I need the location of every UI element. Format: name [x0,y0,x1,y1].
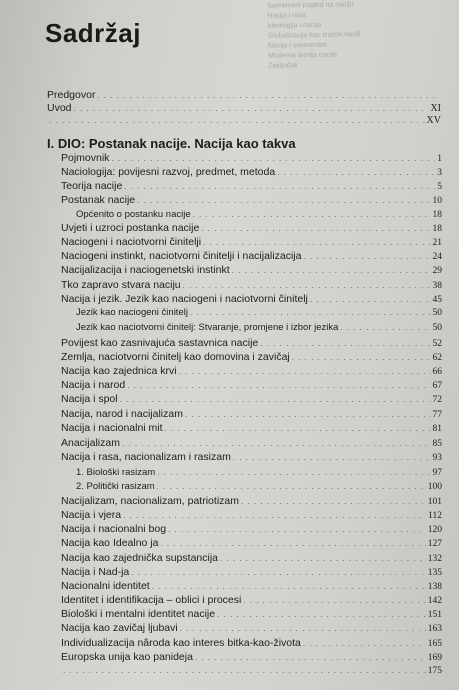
toc-page-number: 10 [432,196,442,206]
toc-entry [61,292,442,306]
toc-label: Naciologija: povijesni razvoj, predmet, metoda [61,166,276,178]
toc-label: Nacija i nacionalni mit [61,422,163,434]
toc-label: Predgovor [47,89,96,101]
toc-label: Nacijalizacija i naciogenetski instinkt [61,264,230,276]
toc-entry [61,607,442,621]
toc-page-number: 52 [432,339,442,349]
toc-label: 1. Biološki rasizam [76,467,156,478]
toc-entry [61,494,442,508]
bleed-line: Globalizacija kao izazov naciji [267,31,361,40]
dot-leader [63,664,426,678]
toc-entry [61,508,442,522]
toc-page-number: 93 [432,453,442,463]
toc-label: Jezik kao naciogeni činitelj [76,307,188,318]
toc-page-number: 135 [427,568,442,578]
toc-page-number: 77 [432,410,442,420]
toc-page-number: 67 [432,381,442,391]
dot-leader [232,264,431,278]
toc-entry [61,436,442,450]
toc-page-number: 62 [432,353,442,363]
toc-page-number: 169 [427,653,442,663]
toc-page-number: 24 [432,252,442,262]
bleed-line: Zaključak [268,62,298,70]
toc-part-heading [47,136,442,152]
dot-leader [217,608,426,622]
dot-leader [137,194,430,208]
dot-leader [193,208,431,222]
toc-page-number: 175 [427,666,442,676]
toc-entry [47,114,441,128]
dot-leader [168,523,426,537]
toc-label: Biološki i mentalni identitet nacije [61,608,216,620]
toc-page-number: 142 [427,596,442,606]
dot-leader [201,222,430,236]
toc-entry [61,636,442,650]
bleed-through-text [267,0,459,102]
toc-page-number: 29 [432,266,442,276]
toc-label: Individualizacija nâroda kao interes bitka-kao-života [61,637,301,649]
toc-page-number: 72 [432,395,442,405]
bleed-line: Nacija i rasa [267,11,306,20]
toc-entry [47,101,441,115]
toc-label: Nacija i nacionalni bog [61,523,167,535]
toc-label: Jezik kao naciotvorni činitelj: Stvaranje, promjene i izbor jezika [76,322,339,333]
toc-page-number: 38 [432,281,442,291]
toc-page-number: 100 [427,482,442,492]
dot-leader [277,166,435,180]
dot-leader [185,408,431,422]
toc-page-number: 132 [427,554,442,564]
toc-label: Nacija i spol [61,393,118,405]
toc-page-number: 138 [427,582,442,592]
toc-entry [61,350,442,364]
toc-entry [61,407,442,421]
dot-leader [131,566,425,580]
toc-label: Nacija kao zajednička supstancija [61,552,219,564]
toc-label: Identitet i identifikacija – oblici i procesi [61,594,242,606]
dot-leader [123,509,426,523]
toc-label: Teorija nacije [61,180,123,192]
toc-subentry [76,321,442,335]
toc-entry [61,235,442,249]
toc-label: Pojmovnik [61,152,110,164]
toc-label: Anacijalizam [61,437,120,449]
toc-entry [61,378,442,392]
toc-label: Nacija i Nad-ja [61,566,130,578]
dot-leader [122,437,431,451]
toc-entry [61,193,442,207]
toc-page-number: 81 [432,424,442,434]
toc-entry [61,579,442,593]
toc-entry [61,249,442,263]
toc-entry [61,664,442,678]
dot-leader [220,552,426,566]
dot-leader [120,393,431,407]
toc-label: Nacija i narod [61,379,126,391]
dot-leader [180,622,426,636]
dot-leader [292,351,431,365]
toc-page-number: 97 [432,468,442,478]
toc-subentry [76,466,442,480]
toc-label: Nacionalni identitet [61,580,150,592]
toc-page-number: 50 [432,323,442,333]
toc-label: Nacija i rasa, nacionalizam i rasizam [61,451,231,463]
toc-entry [61,221,442,235]
page-title: Sadržaj [45,18,141,48]
toc-page-number: 151 [427,610,442,620]
dot-leader [260,337,430,351]
dot-leader [157,466,430,480]
toc-label: Naciogeni instinkt, naciotvorni činitelji i nacijalizacija [61,250,302,262]
toc-page-number: 21 [432,238,442,248]
toc-entry [61,551,442,565]
toc-entry [61,536,442,550]
toc-page-number: 101 [427,497,442,507]
dot-leader [303,250,430,264]
dot-leader [340,321,430,335]
toc-label: Nacija kao zavičaj ljubavi [61,622,178,634]
toc-subentry [76,306,442,320]
dot-leader [160,537,425,551]
toc-label: Uvjeti i uzroci postanka nacije [61,222,200,234]
toc-entry [61,336,442,350]
dot-leader [111,152,435,166]
toc-label: I. DIO: Postanak nacije. Nacija kao takva [47,136,296,151]
toc-entry [61,650,442,664]
toc-label: Tko zapravo stvara naciju [61,279,181,291]
toc-label: Povijest kao zasnivajuća sastavnica nacije [61,337,259,349]
toc-page-number: 5 [437,182,442,192]
toc-page-number: 18 [432,224,442,234]
bleed-line: Nacija i suverenitet [267,41,328,50]
toc-entry [61,522,442,536]
toc-entry [61,151,442,165]
toc-label: Naciogeni i naciotvorni činitelji [61,236,202,248]
toc-entry [61,565,442,579]
toc-label: Nacija i jezik. Jezik kao naciogeni i naciotvorni činitelj [61,293,308,305]
toc-page-number: XI [430,103,441,114]
toc-page-number: 50 [432,308,442,318]
dot-leader [183,279,431,293]
dot-leader [124,180,435,194]
dot-leader [303,637,426,651]
dot-leader [203,236,430,250]
toc-label: Zemlja, naciotvorni činitelj kao domovina i zavičaj [61,351,290,363]
toc-entry [61,165,442,179]
toc-label: Općenito o postanku nacije [76,209,191,220]
toc-subentry [76,480,442,494]
toc-label: Nacija kao zajednica krvi [61,365,177,377]
toc-page-number: 85 [432,439,442,449]
bleed-line: Moderna teorija nacije [268,51,338,60]
toc-page-number: 18 [432,210,442,220]
toc-page-number: XV [426,115,441,126]
toc-entry [47,88,441,102]
toc-label: Postanak nacije [61,194,136,206]
toc-entry [61,593,442,607]
toc-entry [61,621,442,635]
dot-leader [190,306,431,320]
toc-entry [61,392,442,406]
toc-entry [61,450,442,464]
bleed-line: Ideologija i nacija [267,21,322,30]
toc-page-number: 127 [427,539,442,549]
dot-leader [310,293,431,307]
dot-leader [157,480,426,494]
toc-page-number: 120 [427,525,442,535]
dot-leader [233,451,431,465]
toc-page-number: 112 [428,511,442,521]
dot-leader [165,422,431,436]
toc-page-number: 3 [437,168,442,178]
toc-label: Europska unija kao panideja [61,651,193,663]
dot-leader [152,580,426,594]
toc-label: Nacija, narod i nacijalizam [61,408,183,420]
dot-leader [241,495,426,509]
dot-leader [127,379,430,393]
toc-page-number: 66 [432,367,442,377]
toc-entry [61,263,442,277]
toc-label: Uvod [47,102,72,114]
toc-page-number: 45 [432,295,442,305]
toc-entry [61,364,442,378]
dot-leader [49,114,425,128]
toc-page-number: 165 [427,639,442,649]
dot-leader [179,365,431,379]
toc-label: 2. Politički rasizam [76,481,155,492]
dot-leader [195,651,426,665]
bleed-line: Suvremeni pogled na naciju [267,1,354,10]
toc-subentry [76,208,442,222]
toc-page-number: 163 [427,624,442,634]
toc-label: Nacija i vjera [61,509,122,521]
toc-label: Nacija kao Idealno ja [61,537,159,549]
toc-entry [61,179,442,193]
toc-label: Nacijalizam, nacionalizam, patriotizam [61,495,239,507]
toc-entry [61,421,442,435]
toc-page-number: 1 [437,154,442,164]
dot-leader [243,594,425,608]
toc-entry [61,278,442,292]
